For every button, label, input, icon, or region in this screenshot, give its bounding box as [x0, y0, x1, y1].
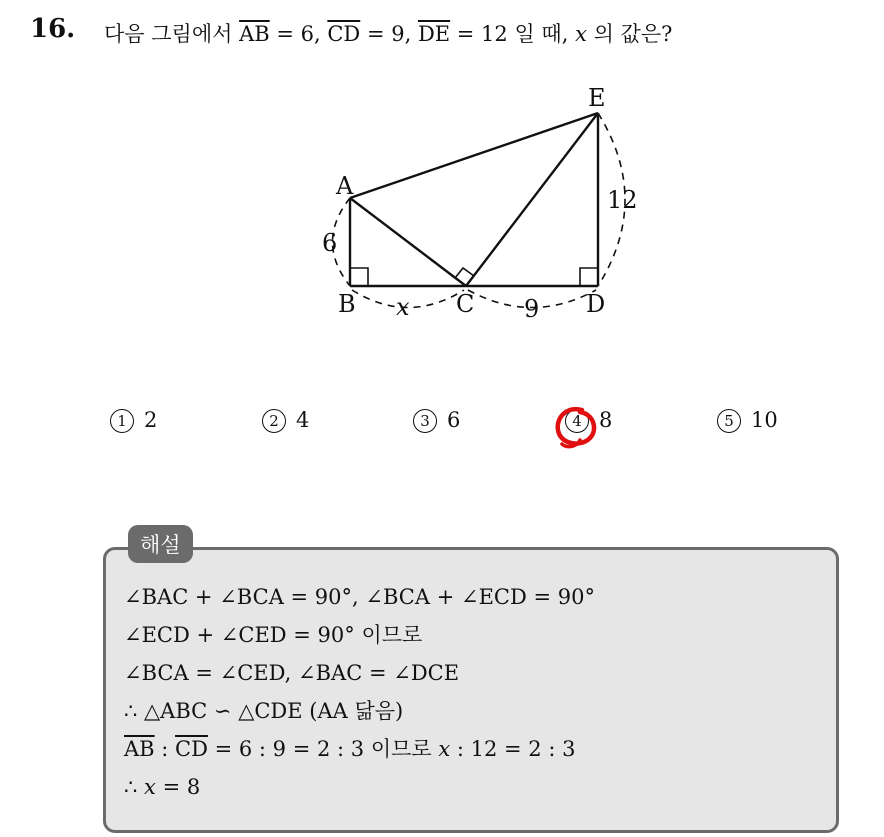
choice-mark: 2 — [262, 409, 286, 433]
choice-5[interactable] — [717, 408, 778, 433]
choice-value: 4 — [296, 408, 310, 432]
geometry-figure — [300, 80, 660, 330]
choice-value: 8 — [599, 408, 613, 432]
segment-ae-line — [350, 113, 598, 198]
variable-x: x — [438, 737, 451, 761]
equals-ab: = 6, — [269, 22, 328, 46]
question-text — [104, 18, 672, 48]
choice-value: 2 — [144, 408, 158, 432]
label-d: D — [586, 290, 606, 318]
equals-cd: = 9, — [360, 22, 418, 46]
segment-de: $\overline{DE}$ — [417, 22, 451, 46]
choice-3[interactable] — [413, 408, 460, 433]
ratio-rest2: : 12 = 2 : 3 — [450, 737, 576, 761]
answer-choices — [0, 408, 884, 448]
question-number: 16. — [30, 14, 76, 44]
label-b: B — [338, 290, 356, 318]
choice-mark: 5 — [717, 409, 741, 433]
solution-line: ∠BAC + ∠BCA = 90°, ∠BCA + ∠ECD = 90° — [124, 585, 595, 609]
ratio-rest: = 6 : 9 = 2 : 3 이므로 — [207, 737, 439, 761]
length-cd: 9 — [524, 295, 540, 323]
choice-1[interactable] — [110, 408, 157, 433]
choice-mark: 3 — [413, 409, 437, 433]
right-angle-c — [455, 268, 474, 278]
segment-ab: $\overline{AB}$ — [124, 737, 155, 761]
segment-ce-line — [466, 113, 598, 286]
label-c: C — [456, 290, 475, 318]
solution-line-ratio — [124, 734, 595, 772]
variable-x: x — [575, 22, 587, 46]
answer-circle-mark — [552, 402, 600, 452]
question-suffix: 의 값은? — [586, 22, 673, 46]
solution-body — [124, 582, 595, 810]
ratio-sep: : — [154, 737, 176, 761]
length-ab: 6 — [322, 229, 338, 257]
question-prefix: 다음 그림에서 — [104, 22, 240, 46]
solution-line-answer — [124, 772, 595, 810]
length-bc: x — [396, 293, 410, 321]
choice-mark: 1 — [110, 409, 134, 433]
choice-mark: 4 — [565, 409, 589, 433]
choice-2[interactable] — [262, 408, 309, 433]
label-a: A — [336, 172, 354, 200]
right-angle-d — [580, 268, 598, 286]
variable-x: x — [144, 775, 156, 799]
therefore-symbol: ∴ — [124, 775, 145, 799]
segment-cd: $\overline{CD}$ — [175, 737, 208, 761]
choice-value: 10 — [751, 408, 778, 432]
solution-tag: 해설 — [128, 525, 193, 563]
solution-line: ∠BCA = ∠CED, ∠BAC = ∠DCE — [124, 661, 460, 685]
segment-cd: $\overline{CD}$ — [327, 22, 361, 46]
solution-line: ∴ △ABC ∽ △CDE (AA 닮음) — [124, 699, 404, 723]
answer-value: = 8 — [155, 775, 201, 799]
segment-ab: $\overline{AB}$ — [239, 22, 270, 46]
right-angle-b — [350, 268, 368, 286]
solution-line: ∠ECD + ∠CED = 90° 이므로 — [124, 623, 423, 647]
choice-value: 6 — [447, 408, 461, 432]
label-e: E — [588, 84, 606, 112]
equals-de: = 12 일 때, — [450, 22, 576, 46]
length-de: 12 — [607, 186, 638, 214]
